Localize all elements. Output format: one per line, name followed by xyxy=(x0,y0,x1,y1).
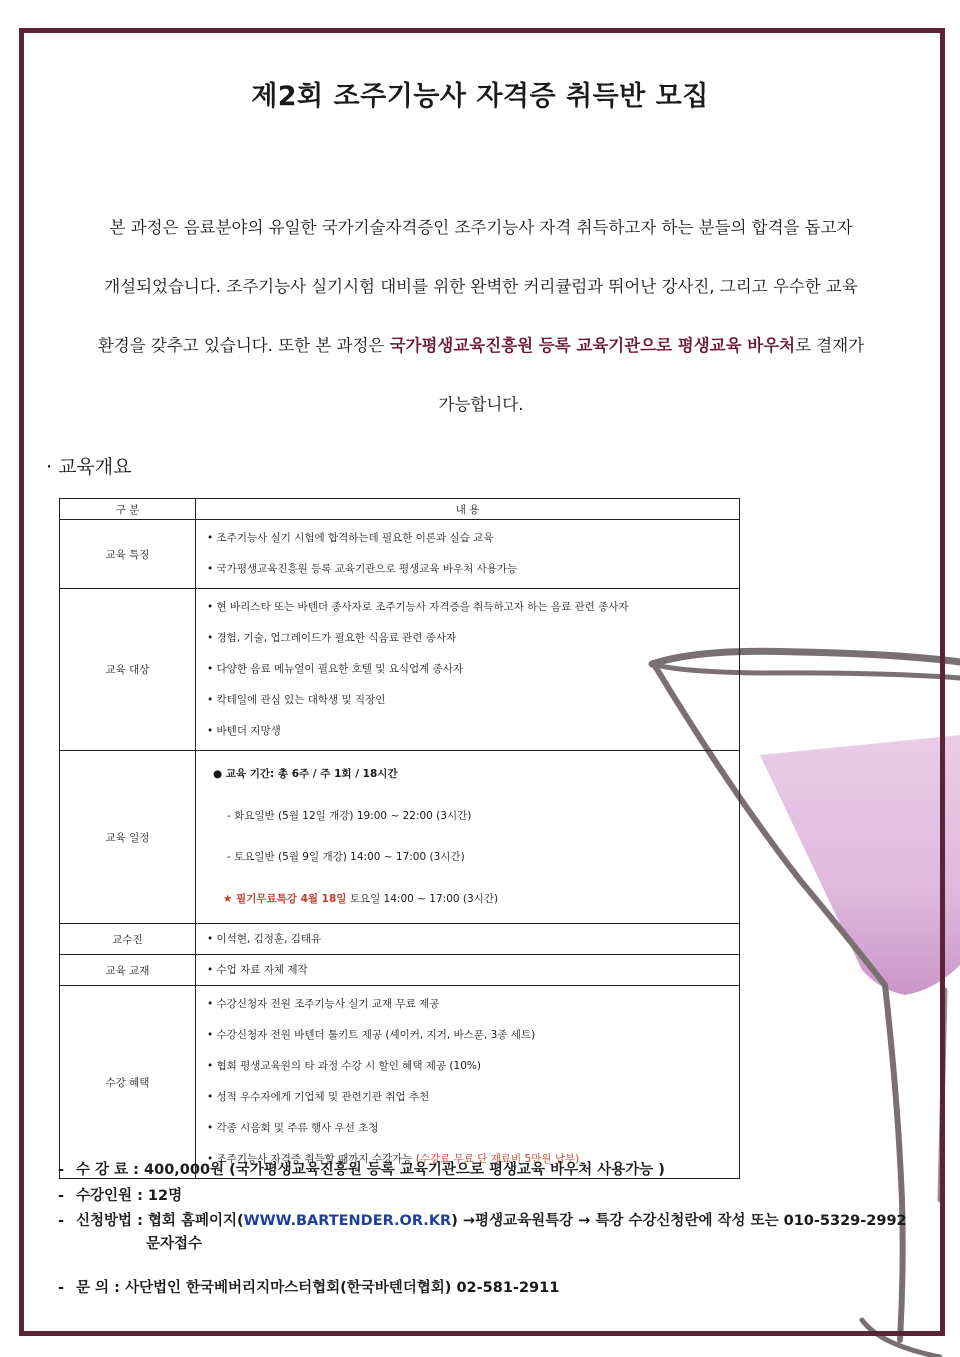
note-contact xyxy=(58,1276,559,1297)
list-item: • 수강신청자 전원 조주기능사 실기 교재 무료 제공 xyxy=(207,998,440,1010)
note-capacity xyxy=(58,1184,182,1205)
note-fee xyxy=(58,1158,665,1179)
row-category: 교육 교재 xyxy=(60,955,196,986)
table-row xyxy=(60,924,740,955)
list-item: • 수강신청자 전원 바텐더 툴키트 제공 (셰이커, 지거, 바스푼, 3종 세트) xyxy=(207,1029,536,1041)
benefit-note: (수강료 무료 단 재료비 5만원 납부) xyxy=(415,1153,580,1165)
intro-line-2: 개설되었습니다. 조주기능사 실기시험 대비를 위한 완벽한 커리큘럼과 뛰어난 강사진, 그리고 우수한 교육 xyxy=(104,277,858,296)
intro-highlight: 국가평생교육진흥원 등록 교육기관으로 평생교육 바우처 xyxy=(389,336,796,355)
list-item: • 성적 우수자에게 기업체 및 관련기관 취업 추천 xyxy=(207,1091,430,1103)
fee-text: 수 강 료 : 400,000원 (국가평생교육진흥원 등록 교육기관으로 평생교육 바우처 사용가능 ) xyxy=(76,1162,665,1178)
schedule-saturday: - 토요일반 (5월 9일 개강) 14:00 ~ 17:00 (3시간) xyxy=(227,851,465,863)
list-item: • 경험, 기술, 업그레이드가 필요한 식음료 관련 종사자 xyxy=(207,632,457,644)
header-content: 내 용 xyxy=(196,499,740,520)
note-dash: - xyxy=(58,1213,65,1229)
table-row xyxy=(60,520,740,589)
note-apply xyxy=(58,1209,907,1230)
row-category: 수강 혜택 xyxy=(60,986,196,1179)
row-content xyxy=(196,924,740,955)
apply-text-pre: 신청방법 : 협회 홈페이지( xyxy=(76,1213,244,1229)
note-dash: - xyxy=(58,1162,65,1178)
list-item: • 칵테일에 관심 있는 대학생 및 직장인 xyxy=(207,694,386,706)
section-title: · 교육개요 xyxy=(46,456,132,478)
intro-line-3-pre: 환경을 갖추고 있습니다. 또한 본 과정은 xyxy=(97,336,390,355)
row-content xyxy=(196,589,740,751)
list-item: • 조주기능사 실기 시험에 합격하는데 필요한 이론과 실습 교육 xyxy=(207,532,494,544)
note-dash: - xyxy=(58,1188,65,1204)
apply-text-post: ) →평생교육원특강 → 특강 수강신청란에 작성 또는 010-5329-2992 xyxy=(451,1213,907,1229)
table-header-row xyxy=(60,499,740,520)
overview-table xyxy=(59,498,740,1179)
apply-continuation: 문자접수 xyxy=(146,1236,203,1252)
intro-line-3-post: 로 결재가 xyxy=(795,336,865,355)
list-item: • 이석현, 김정훈, 김태유 xyxy=(207,933,322,945)
row-content xyxy=(196,520,740,589)
contact-text: 문 의 : 사단법인 한국베버리지마스터협회(한국바텐더협회) 02-581-2911 xyxy=(76,1280,560,1296)
table-row xyxy=(60,589,740,751)
list-item: • 국가평생교육진흥원 등록 교육기관으로 평생교육 바우처 사용가능 xyxy=(207,563,518,575)
capacity-text: 수강인원 : 12명 xyxy=(76,1188,183,1204)
homepage-link[interactable]: WWW.BARTENDER.OR.KR xyxy=(243,1213,452,1229)
schedule-tuesday: - 화요일반 (5월 12일 개강) 19:00 ~ 22:00 (3시간) xyxy=(227,809,472,822)
row-content xyxy=(196,955,740,986)
intro-paragraph xyxy=(50,198,912,434)
row-content xyxy=(196,986,740,1179)
intro-line-3 xyxy=(50,316,912,375)
list-item: • 현 바리스타 또는 바텐더 종사자로 조주기능사 자격증을 취득하고자 하는 음료 관련 종사자 xyxy=(207,601,629,613)
list-item: • 다양한 음료 메뉴얼이 필요한 호텔 및 요식업계 종사자 xyxy=(207,663,464,675)
special-lecture-time: 토요일 14:00 ~ 17:00 (3시간) xyxy=(346,892,499,905)
row-category: 교육 일정 xyxy=(60,751,196,924)
table-row xyxy=(60,986,740,1179)
table-row xyxy=(60,955,740,986)
table-row xyxy=(60,751,740,924)
intro-line-4: 가능합니다. xyxy=(438,395,524,414)
header-category: 구 분 xyxy=(60,499,196,520)
row-content xyxy=(196,751,740,924)
intro-line-1: 본 과정은 음료분야의 유일한 국가기술자격증인 조주기능사 자격 취득하고자 하는 분들의 합격을 돕고자 xyxy=(109,218,853,237)
page-title: 제2회 조주기능사 자격증 취득반 모집 xyxy=(251,81,709,112)
benefit-text: • 조주기능사 자격증 취득할 때까지 수강가능 xyxy=(207,1153,416,1165)
list-item: • 협회 평생교육원의 타 과정 수강 시 할인 혜택 제공 (10%) xyxy=(207,1060,481,1072)
row-category: 교육 대상 xyxy=(60,589,196,751)
special-lecture-label: ★ 필기무료특강 4월 18일 xyxy=(223,892,347,905)
row-category: 교육 특징 xyxy=(60,520,196,589)
note-dash: - xyxy=(58,1280,65,1296)
schedule-period: ● 교육 기간: 총 6주 / 주 1회 / 18시간 xyxy=(213,768,398,780)
list-item: • 수업 자료 자체 제작 xyxy=(207,964,308,976)
schedule-special xyxy=(207,879,731,921)
row-category: 교수진 xyxy=(60,924,196,955)
list-item: • 바텐더 지망생 xyxy=(207,725,281,737)
list-item: • 각종 시음회 및 주류 행사 우선 초청 xyxy=(207,1122,379,1134)
